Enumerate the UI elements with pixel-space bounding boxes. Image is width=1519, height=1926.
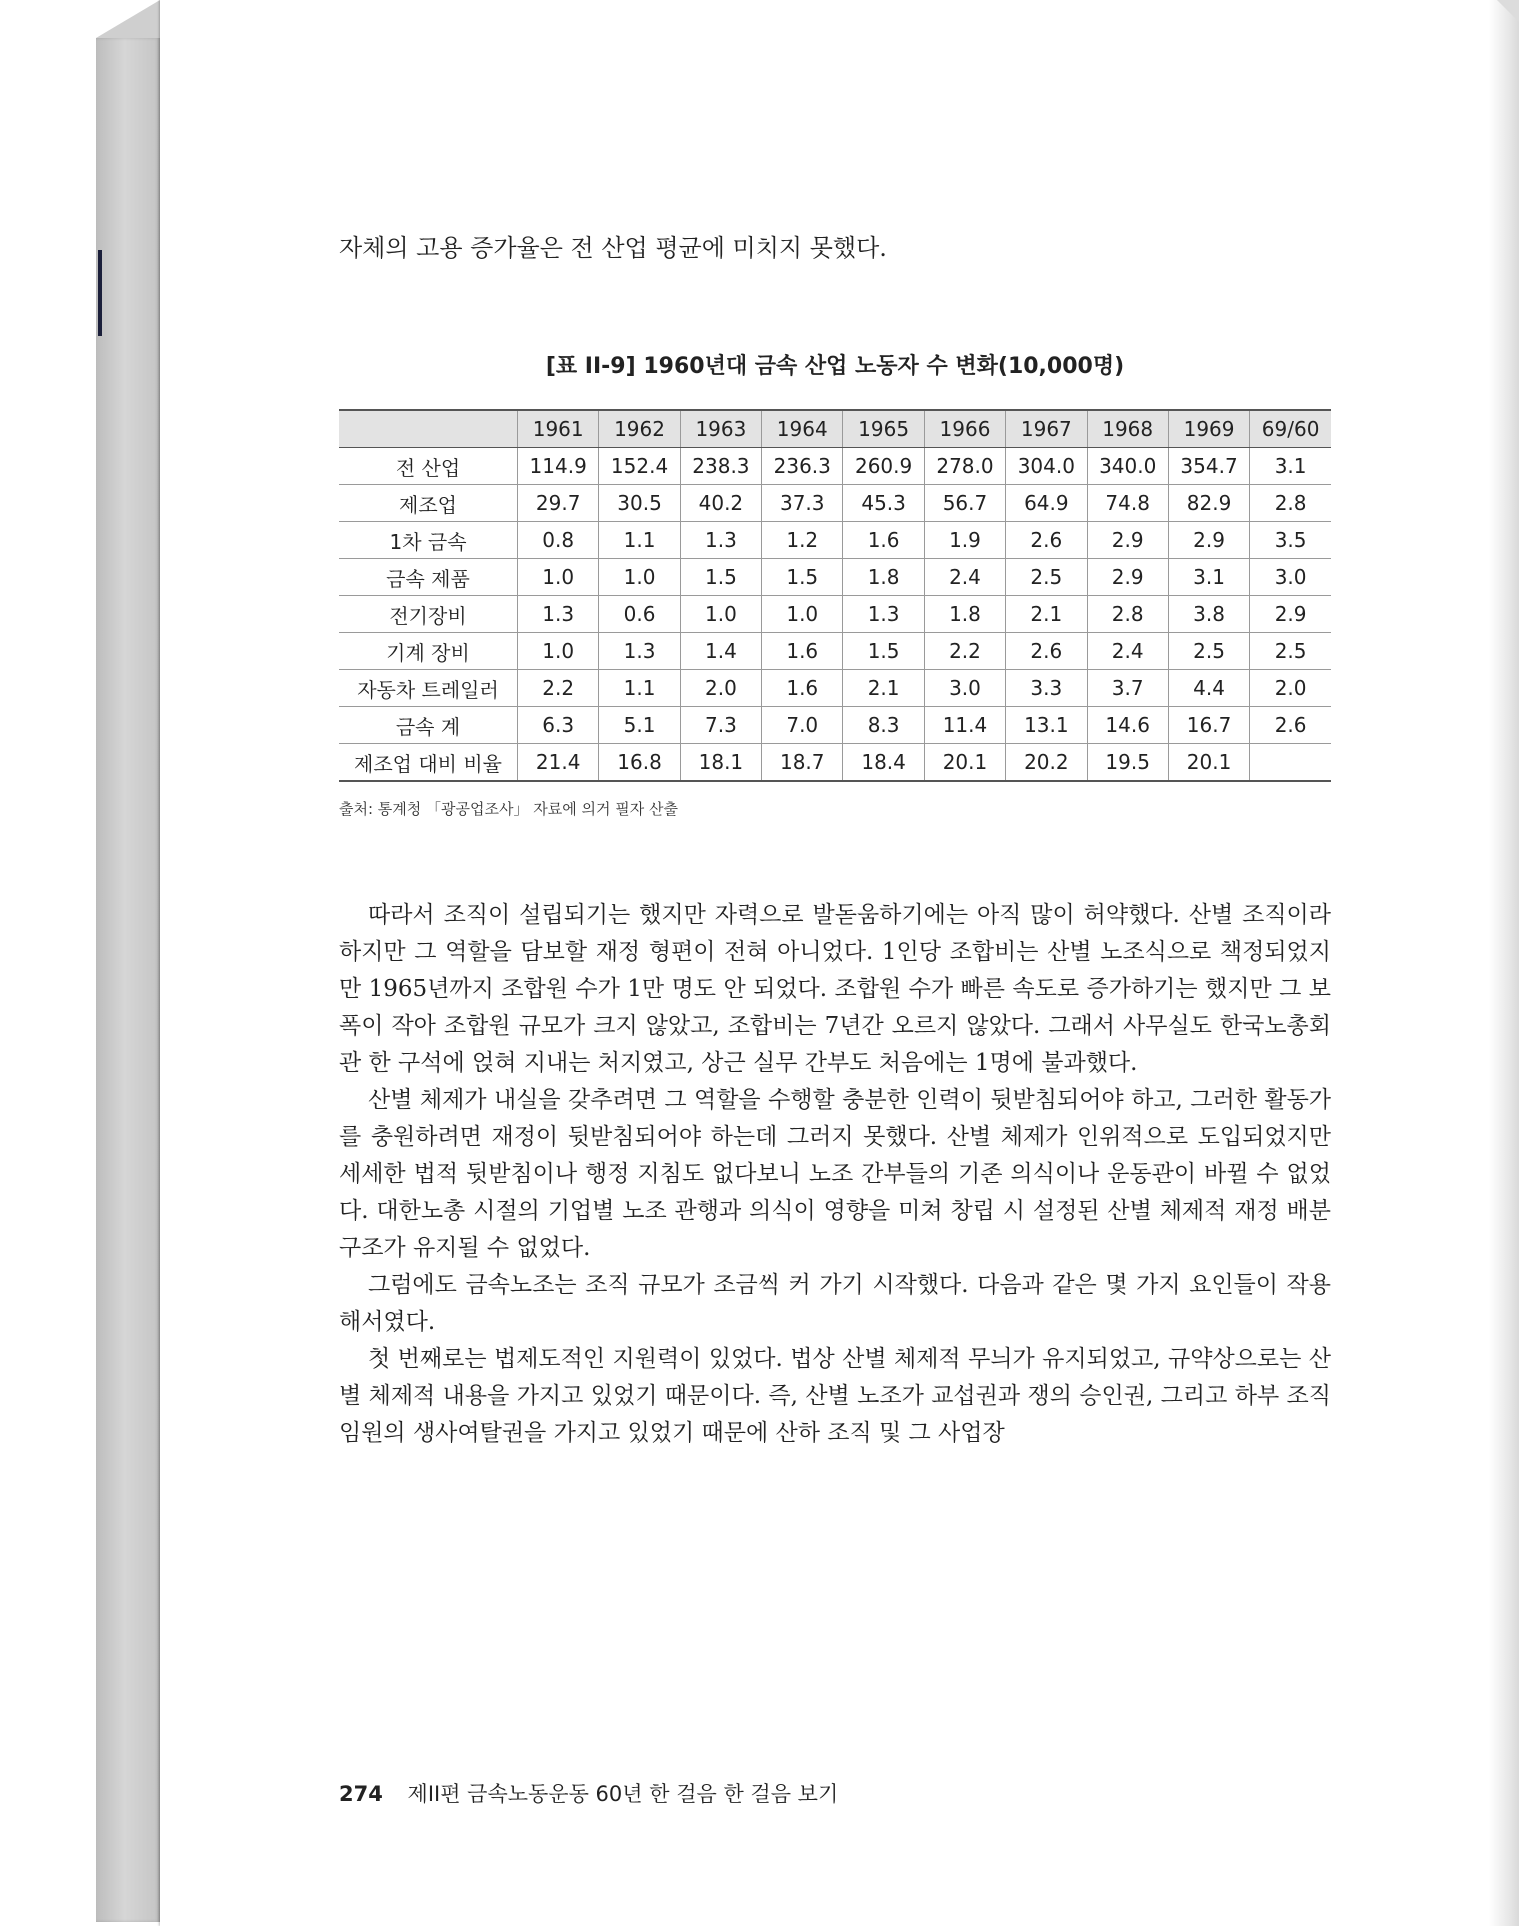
table-cell: 340.0 xyxy=(1087,448,1168,485)
table-cell: 18.7 xyxy=(762,744,843,782)
table-cell: 20.2 xyxy=(1006,744,1087,782)
running-title: 제II편 금속노동운동 60년 한 걸음 한 걸음 보기 xyxy=(407,1782,839,1806)
table-cell: 30.5 xyxy=(599,485,680,522)
row-label-cell: 전기장비 xyxy=(339,596,518,633)
table-cell: 20.1 xyxy=(924,744,1005,782)
table-cell: 11.4 xyxy=(924,707,1005,744)
table-cell: 1.1 xyxy=(599,670,680,707)
table-cell: 1.6 xyxy=(762,670,843,707)
row-label-cell: 금속 계 xyxy=(339,707,518,744)
row-label-cell: 제조업 대비 비율 xyxy=(339,744,518,782)
book-spine-top xyxy=(96,0,160,38)
table-cell: 0.8 xyxy=(518,522,599,559)
table-header-cell xyxy=(339,410,518,448)
table-cell: 1.3 xyxy=(599,633,680,670)
table-cell: 2.1 xyxy=(1006,596,1087,633)
table-cell: 2.0 xyxy=(1250,670,1331,707)
row-label-cell: 금속 제품 xyxy=(339,559,518,596)
table-cell: 3.3 xyxy=(1006,670,1087,707)
table-cell: 7.3 xyxy=(680,707,761,744)
data-table xyxy=(339,409,1331,782)
table-cell: 13.1 xyxy=(1006,707,1087,744)
table-cell: 2.1 xyxy=(843,670,924,707)
table-cell: 7.0 xyxy=(762,707,843,744)
table-cell: 1.3 xyxy=(843,596,924,633)
table-cell: 1.5 xyxy=(680,559,761,596)
table-header-cell: 1967 xyxy=(1006,410,1087,448)
table-cell: 2.8 xyxy=(1087,596,1168,633)
table-cell: 2.6 xyxy=(1250,707,1331,744)
table-source: 출처: 통계청 「광공업조사」 자료에 의거 필자 산출 xyxy=(339,800,678,818)
table-cell: 1.0 xyxy=(680,596,761,633)
table-cell: 3.7 xyxy=(1087,670,1168,707)
table-cell: 1.5 xyxy=(843,633,924,670)
table-title: [표 II-9] 1960년대 금속 산업 노동자 수 변화(10,000명) xyxy=(545,354,1125,379)
row-label-cell: 1차 금속 xyxy=(339,522,518,559)
table-cell: 260.9 xyxy=(843,448,924,485)
table-cell: 1.2 xyxy=(762,522,843,559)
page-footer xyxy=(339,1778,838,1808)
table-cell: 20.1 xyxy=(1168,744,1249,782)
table-cell: 278.0 xyxy=(924,448,1005,485)
table-cell: 8.3 xyxy=(843,707,924,744)
table-cell: 2.6 xyxy=(1006,633,1087,670)
table-row xyxy=(339,559,1331,596)
table-cell: 114.9 xyxy=(518,448,599,485)
table-cell: 1.3 xyxy=(680,522,761,559)
table-cell: 1.6 xyxy=(843,522,924,559)
table-cell: 2.4 xyxy=(1087,633,1168,670)
table-cell: 238.3 xyxy=(680,448,761,485)
table-row xyxy=(339,744,1331,782)
table-cell: 2.9 xyxy=(1087,522,1168,559)
table-cell: 304.0 xyxy=(1006,448,1087,485)
table-header-cell: 1965 xyxy=(843,410,924,448)
table-cell: 1.3 xyxy=(518,596,599,633)
table-cell: 0.6 xyxy=(599,596,680,633)
table-cell: 1.0 xyxy=(518,633,599,670)
table-cell: 2.4 xyxy=(924,559,1005,596)
table-cell: 2.9 xyxy=(1168,522,1249,559)
table-cell: 1.0 xyxy=(599,559,680,596)
table-cell: 1.1 xyxy=(599,522,680,559)
table-cell: 1.5 xyxy=(762,559,843,596)
table-cell: 152.4 xyxy=(599,448,680,485)
table-cell: 16.7 xyxy=(1168,707,1249,744)
table-cell: 3.1 xyxy=(1250,448,1331,485)
table-cell: 1.6 xyxy=(762,633,843,670)
table-cell xyxy=(1250,744,1331,782)
paragraph: 첫 번째로는 법제도적인 지원력이 있었다. 법상 산별 체제적 무늬가 유지되었고, 규약상으로는 산별 체제적 내용을 가지고 있었기 때문이다. 즉, 산별 노조가 교섭권과 쟁의 승인권, 그리고 하부 조직 임원의 생사여탈권을 가지고 있었기 때문에 산하 조직 및 그 사업장 xyxy=(339,1346,1331,1446)
table-cell: 2.8 xyxy=(1250,485,1331,522)
table-cell: 3.5 xyxy=(1250,522,1331,559)
page-number: 274 xyxy=(339,1782,383,1806)
table-header-cell: 1963 xyxy=(680,410,761,448)
page-corner xyxy=(1497,0,1519,22)
table-header-cell: 69/60 xyxy=(1250,410,1331,448)
table-cell: 3.1 xyxy=(1168,559,1249,596)
paragraph: 그럼에도 금속노조는 조직 규모가 조금씩 커 가기 시작했다. 다음과 같은 몇 가지 요인들이 작용해서였다. xyxy=(339,1272,1331,1335)
table-cell: 2.0 xyxy=(680,670,761,707)
table-row xyxy=(339,448,1331,485)
table-cell: 16.8 xyxy=(599,744,680,782)
table-cell: 56.7 xyxy=(924,485,1005,522)
table-cell: 45.3 xyxy=(843,485,924,522)
table-cell: 19.5 xyxy=(1087,744,1168,782)
table-cell: 82.9 xyxy=(1168,485,1249,522)
table-cell: 1.8 xyxy=(843,559,924,596)
table-cell: 2.5 xyxy=(1168,633,1249,670)
table-cell: 1.8 xyxy=(924,596,1005,633)
table-cell: 3.8 xyxy=(1168,596,1249,633)
table-cell: 2.9 xyxy=(1250,596,1331,633)
spine-mark xyxy=(98,250,102,336)
table-cell: 21.4 xyxy=(518,744,599,782)
table-body xyxy=(339,448,1331,782)
table-row xyxy=(339,633,1331,670)
table-cell: 1.4 xyxy=(680,633,761,670)
table-cell: 18.4 xyxy=(843,744,924,782)
row-label-cell: 전 산업 xyxy=(339,448,518,485)
row-label-cell: 기계 장비 xyxy=(339,633,518,670)
table-row xyxy=(339,596,1331,633)
table-cell: 14.6 xyxy=(1087,707,1168,744)
table-header-cell: 1966 xyxy=(924,410,1005,448)
table-header-cell: 1964 xyxy=(762,410,843,448)
row-label-cell: 자동차 트레일러 xyxy=(339,670,518,707)
table-cell: 37.3 xyxy=(762,485,843,522)
table-cell: 40.2 xyxy=(680,485,761,522)
intro-line: 자체의 고용 증가율은 전 산업 평균에 미치지 못했다. xyxy=(339,234,887,262)
table-cell: 2.6 xyxy=(1006,522,1087,559)
paragraph: 산별 체제가 내실을 갖추려면 그 역할을 수행할 충분한 인력이 뒷받침되어야 하고, 그러한 활동가를 충원하려면 재정이 뒷받침되어야 하는데 그러지 못했다. 산별 체제가 인위적으로 도입되었지만 세세한 법적 뒷받침이나 행정 지침도 없다보니 노조 간부들의 기존 의식이나 운동관이 바뀔 수 없었다. 대한노총 시절의 기업별 노조 관행과 의식이 영향을 미쳐 창립 시 설정된 산별 체제적 재정 배분 구조가 유지될 수 없었다. xyxy=(339,1087,1331,1261)
table-cell: 2.5 xyxy=(1006,559,1087,596)
table-cell: 236.3 xyxy=(762,448,843,485)
table-cell: 5.1 xyxy=(599,707,680,744)
table-cell: 1.9 xyxy=(924,522,1005,559)
table-header-cell: 1962 xyxy=(599,410,680,448)
page-right-edge xyxy=(1489,0,1519,1926)
table-cell: 2.9 xyxy=(1087,559,1168,596)
table-header-cell: 1961 xyxy=(518,410,599,448)
table-cell: 2.2 xyxy=(924,633,1005,670)
table-cell: 18.1 xyxy=(680,744,761,782)
table-cell: 6.3 xyxy=(518,707,599,744)
table-row xyxy=(339,670,1331,707)
table-row xyxy=(339,522,1331,559)
table-row xyxy=(339,485,1331,522)
row-label-cell: 제조업 xyxy=(339,485,518,522)
table-cell: 2.2 xyxy=(518,670,599,707)
table-cell: 2.5 xyxy=(1250,633,1331,670)
book-spine xyxy=(96,38,160,1922)
table-cell: 3.0 xyxy=(924,670,1005,707)
table-cell: 64.9 xyxy=(1006,485,1087,522)
table-cell: 74.8 xyxy=(1087,485,1168,522)
table-header-cell: 1969 xyxy=(1168,410,1249,448)
table-cell: 1.0 xyxy=(762,596,843,633)
table-cell: 3.0 xyxy=(1250,559,1331,596)
table-cell: 354.7 xyxy=(1168,448,1249,485)
table-row xyxy=(339,707,1331,744)
table-cell: 29.7 xyxy=(518,485,599,522)
table-header-row xyxy=(339,410,1331,448)
table-cell: 4.4 xyxy=(1168,670,1249,707)
table-header-cell: 1968 xyxy=(1087,410,1168,448)
paragraph: 따라서 조직이 설립되기는 했지만 자력으로 발돋움하기에는 아직 많이 허약했다. 산별 조직이라 하지만 그 역할을 담보할 재정 형편이 전혀 아니었다. 1인당 조합비는 산별 노조식으로 책정되었지만 1965년까지 조합원 수가 1만 명도 안 되었다. 조합원 수가 빠른 속도로 증가하기는 했지만 그 보폭이 작아 조합원 규모가 크지 않았고, 조합비는 7년간 오르지 않았다. 그래서 사무실도 한국노총회관 한 구석에 얹혀 지내는 처지였고, 상근 실무 간부도 처음에는 1명에 불과했다. xyxy=(339,902,1331,1076)
body-text xyxy=(339,897,1331,1452)
table-cell: 1.0 xyxy=(518,559,599,596)
